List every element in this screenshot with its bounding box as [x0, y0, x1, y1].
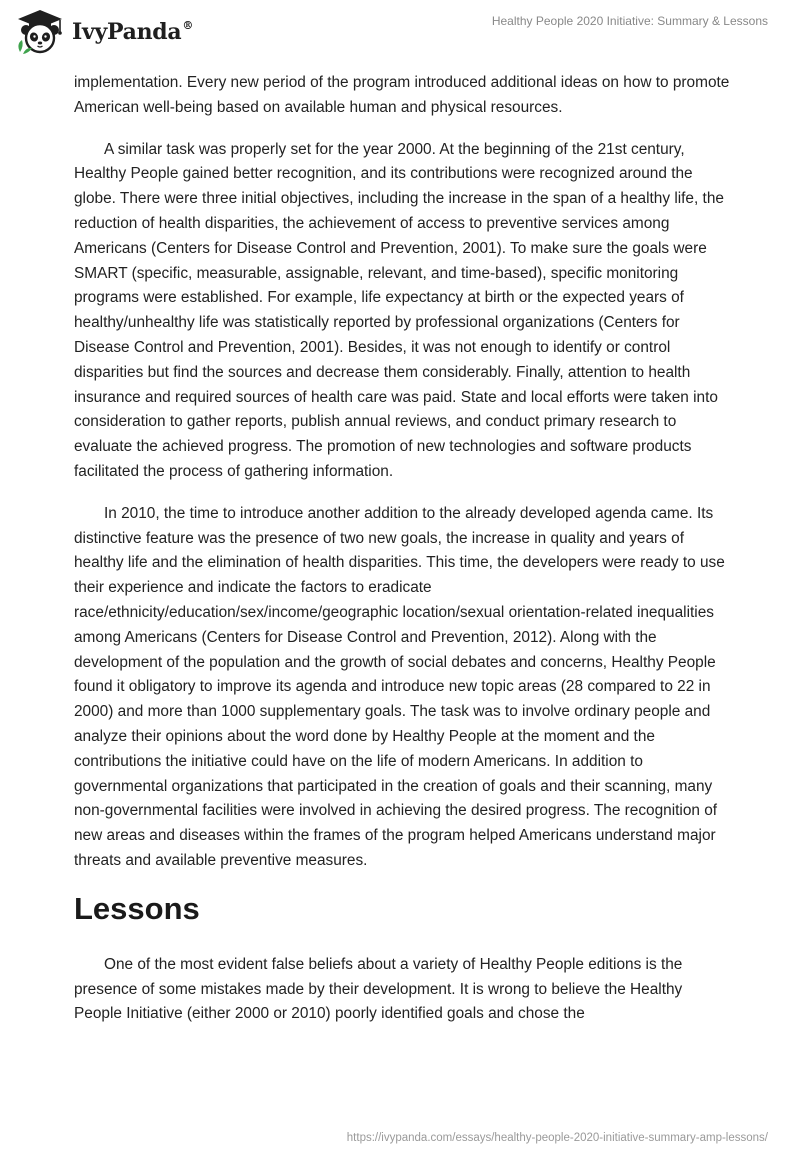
paragraph: In 2010, the time to introduce another addition to the already developed agenda came. Its distinctive feature was the presence of two new goals, the increase in quality and years of healthy life and the elimination of health disparities. This time, the developers were ready to use their experience and indicate the factors to eradicate race/ethnicity/education/sex/income/geographic location/sexual orientation-related inequalities among Americans (Centers for Disease Control and Prevention, 2012). Along with the development of the population and the growth of social debates and concerns, Healthy People found it obligatory to improve its agenda and introduce new topic areas (28 compared to 22 in 2000) and more than 1000 supplementary goals. The task was to involve ordinary people and analyze their opinions about the word done by Healthy People at the moment and the contributions the initiative could have on the life of modern Americans. In addition to governmental organizations that participated in the creation of goals and their scanning, many non-governmental facilities were involved in achieving the desired progress. The recognition of new areas and diseases within the frames of the program helped Americans understand major threats and available preventive measures.: [74, 504, 725, 869]
source-url[interactable]: https://ivypanda.com/essays/healthy-people-2020-initiative-summary-amp-lessons/: [346, 1132, 768, 1144]
page-header: [0, 0, 800, 70]
ivypanda-logo[interactable]: [14, 6, 193, 58]
panda-graduate-icon: [14, 8, 66, 56]
running-title: Healthy People 2020 Initiative: Summary & Lessons: [491, 14, 768, 28]
paragraph: One of the most evident false beliefs about a variety of Healthy People editions is the presence of some mistakes made by their development. It is wrong to believe the Healthy People Initiative (either 2000 or 2010) poorly identified goals and chose the: [74, 955, 683, 1023]
section-heading-lessons: Lessons: [74, 890, 200, 926]
article-body: [74, 71, 734, 1044]
paragraph-continued: implementation. Every new period of the program introduced additional ideas on how to promote American well-being based on available human and physical resources.: [74, 74, 730, 116]
registered-mark: ®: [182, 19, 194, 32]
logo-wordmark: IvyPanda®: [72, 19, 194, 45]
paragraph: A similar task was properly set for the year 2000. At the beginning of the 21st century, Healthy People gained better recognition, and its contributions were recognized around the globe. There were three initial objectives, including the increase in the span of a healthy life, the reduction of health disparities, the achievement of access to preventive services among Americans (Centers for Disease Control and Prevention, 2001). To make sure the goals were SMART (specific, measurable, assignable, relevant, and time-based), specific monitoring programs were established. For example, life expectancy at birth or the expected years of healthy/unhealthy life was statistically reported by professional organizations (Centers for Disease Control and Prevention, 2001). Besides, it was not enough to identify or control disparities but find the sources and decrease them considerably. Finally, attention to health insurance and required sources of health care was paid. State and local efforts were taken into consideration to gather reports, publish annual reviews, and conduct primary research to evaluate the achieved progress. The promotion of new technologies and software products facilitated the process of gathering information.: [74, 140, 724, 480]
